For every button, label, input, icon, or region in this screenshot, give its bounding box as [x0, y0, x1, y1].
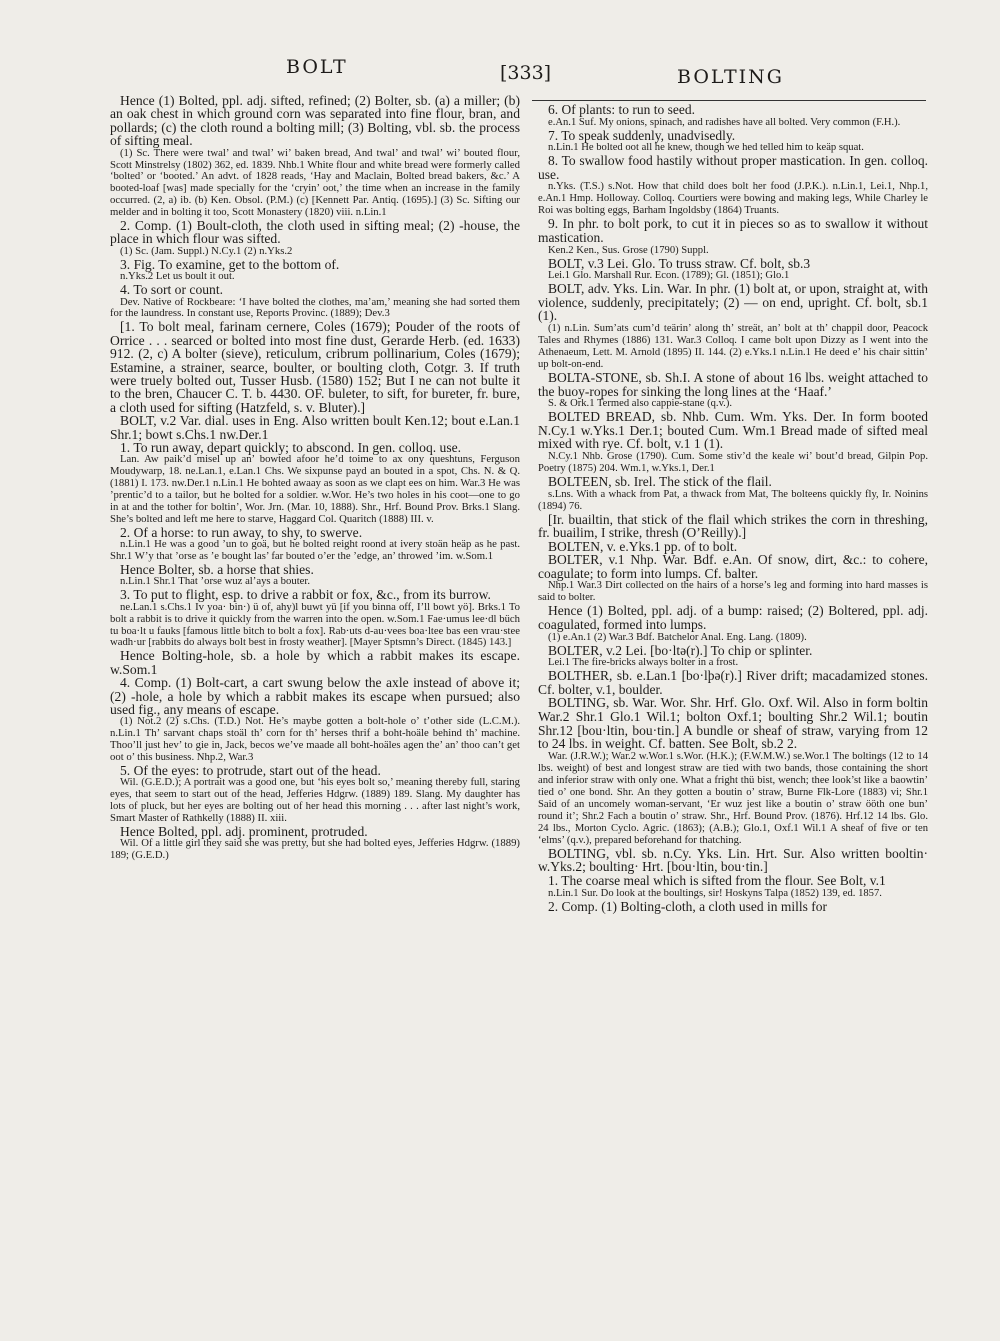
citation-paragraph: Lei.1 Glo. Marshall Rur. Econ. (1789); Gl. (1851); Glo.1: [548, 270, 790, 282]
entry-paragraph: BOLTHER, sb. e.Lan.1 [bo·lþə(r).] River drift; macadamized stones. Cf. bolter, v.1, boulder.: [538, 668, 928, 697]
entry-paragraph: BOLTEN, v. e.Yks.1 pp. of to bolt.: [548, 538, 738, 554]
citation-paragraph: n.Lin.1 Shr.1 That ’orse wuz al’ays a bouter.: [120, 575, 311, 588]
citation-paragraph: Ken.2 Ken., Sus. Grose (1790) Suppl.: [548, 244, 709, 256]
citation-paragraph: n.Lin.1 He bolted oot all he knew, though we hed telled him to keäp squat.: [548, 142, 864, 154]
page-number: [333]: [500, 62, 552, 84]
citation-paragraph: Wil. Of a little girl they said she was pretty, but she had bolted eyes, Jefferies Hdgrw. (1889) 189; (G.E.D.): [110, 837, 520, 862]
entry-paragraph: 8. To swallow food hastily without proper mastication. In gen. colloq. use.: [538, 153, 928, 182]
entry-paragraph: BOLTER, v.2 Lei. [bo·ltə(r).] To chip or splinter.: [548, 642, 813, 658]
entry-paragraph: Hence Bolter, sb. a horse that shies.: [120, 562, 314, 578]
citation-paragraph: Lan. Aw paik’d misel up an’ bowted afoor he’d toime to ax ony queshtuns, Ferguson Moudywarp, 18. ne.Lan.1, e.Lan.1 Chs. We sixpunse payd an bouted in a spot, Chs. N. & Q. (1881) I. 173. nw.Der.1 n.Lin.1 He bohted awaay as soon as we clapt ees on him. War.3 He was ’prentic’d to a tailor, but he bolted for a soldier. w.Wor. He’s two holes in his coot—one to go in at and the tother for boltin’, Wor. Jrn. (Mar. 10, 1888). Shr., Hrf. Bound Prov. Brks.1 Slang. She’s bolted and left me here to starve, Haggard Col. Quaritch (1888) III. v.: [110, 453, 520, 525]
entry-paragraph: 1. The coarse meal which is sifted from the flour. See Bolt, v.1: [548, 873, 886, 888]
citation-paragraph: (1) Not.2 (2) s.Chs. (T.D.) Not. He’s maybe gotten a bolt-hole o’ t’other side (L.C.M.). n.Lin.1 Th’ sarvant chaps stoäl th’ corn for th’ herses thrif a boht-hoäle behind th’ machine. Thoo’ll just hev’ to gie in, Jack, becos we’ve maade all boht-hoäles agen the’ an’ thoo can’t get oot o’ this business. Nhp.2, War.3: [110, 715, 520, 764]
citation-paragraph: n.Yks. (T.S.) s.Not. How that child does bolt her food (J.P.K.). n.Lin.1, Lei.1, Nhp.1, e.An.1 Hmp. Holloway. Colloq. Courtiers were bowing and making legs, While Charley le Roi was bolting eggs, Barham Ingoldsby (1864) Truants.: [538, 181, 928, 217]
entry-paragraph: Hence Bolted, ppl. adj. prominent, protruded.: [120, 824, 368, 840]
entry-paragraph: BOLTER, v.1 Nhp. War. Bdf. e.An. Of snow, dirt, &c.: to cohere, coagulate; to form into lumps. Cf. balter.: [538, 552, 928, 581]
header-right-word: BOLTING: [677, 66, 784, 88]
entry-paragraph: 9. In phr. to bolt pork, to cut it in pieces so as to swallow it without mastication.: [538, 216, 928, 245]
header-rule: [532, 100, 926, 101]
header-left-word: BOLT: [286, 56, 348, 78]
citation-paragraph: War. (J.R.W.); War.2 w.Wor.1 s.Wor. (H.K.); (F.W.M.W.) se.Wor.1 The boltings (12 to 14 lbs. weight) of best and longest straw are tied with two bands, those containing the short and inferior straw with only one. What a fright thü bist, wench; thee look’st like a baowtin’ tied o’ one bond. Shr. An they gotten a boutin o’ straw, Burne Flk-Lore (1883) vi; Shr.1 Said of an uncomely woman-servant, ‘Er wuz jest like a boutin o’ straw ööth one bun’ round it’; Shr.2 Fach a boutin o’ straw. Shr., Hrf. Bound Prov. (1876). Hrf.12 14 lbs. Glo. 24 lbs., Morton Cyclo. Agric. (1863); (A.B.); Glo.1, Oxf.1 Wil.1 A sheaf of five or ten ‘elms’ (q.v.), prepared beforehand for thatching.: [538, 750, 928, 846]
entry-paragraph: BOLT, v.2 Var. dial. uses in Eng. Also written boult Ken.12; bout e.Lan.1 Shr.1; bowt s.Chs.1 nw.Der.1: [110, 413, 520, 442]
citation-paragraph: e.An.1 Suf. My onions, spinach, and radishes have all bolted. Very common (F.H.).: [548, 116, 901, 128]
entry-paragraph: BOLT, adv. Yks. Lin. War. In phr. (1) bolt at, or upon, straight at, with violence, suddenly, precipitately; (2) — on end, upright. Cf. bolt, sb.1 (1).: [538, 281, 928, 324]
entry-paragraph: 6. Of plants: to run to seed.: [548, 102, 695, 117]
right-column: [538, 103, 928, 913]
entry-paragraph: BOLT, v.3 Lei. Glo. To truss straw. Cf. bolt, sb.3: [548, 255, 811, 271]
citation-paragraph: (1) e.An.1 (2) War.3 Bdf. Batchelor Anal. Eng. Lang. (1809).: [548, 631, 807, 643]
entry-paragraph: 2. Comp. (1) Bolting-cloth, a cloth used in mills for: [548, 898, 827, 914]
entry-paragraph: [Ir. buailtin, that stick of the flail which strikes the corn in threshing, fr. buailim, I strike, thresh (O’Reilly).]: [538, 511, 928, 541]
citation-paragraph: n.Yks.2 Let us boult it out.: [120, 270, 235, 283]
entry-paragraph: Hence (1) Bolted, ppl. adj. sifted, refined; (2) Bolter, sb. (a) a miller; (b) an oak chest in which ground corn was separated into fine flour, bran, and pollards; (c) the cloth round a bolting mill; (3) Bolting, vbl. sb. the process of sifting meal.: [110, 93, 520, 149]
entry-paragraph: Hence Bolting-hole, sb. a hole by which a rabbit makes its escape. w.Som.1: [110, 648, 520, 677]
entry-paragraph: [1. To bolt meal, farinam cernere, Coles (1679); Pouder of the roots of Orrice . . . searced or bolted into most fine dust, Gerarde Herb. (ed. 1633) 912. (2, c) A bolter (sieve), reticulum, cribrum pollinarium, Coles (1679); Estamine, a strainer, searce, boulter, or boulting cloth, Cotgr. 3. If truth were truely bolted out, Tusser Husb. (1580) 152; But I ne can not bulte it to the bren, Chaucer C. T. b. 4430. OF. buleter, to sift, for bureter, fr. bure, a cloth used for sifting (Hatzfeld, s. v. Bluter).]: [110, 319, 520, 415]
entry-paragraph: 1. To run away, depart quickly; to abscond. In gen. colloq. use.: [120, 439, 462, 455]
citation-paragraph: Dev. Native of Rockbeare: ‘I have bolted the clothes, ma’am,’ meaning she had sorted them for the laundress. In constant use, Reports Provinc. (1889); Dev.3: [110, 295, 520, 320]
left-column: [110, 94, 520, 862]
citation-paragraph: Nhp.1 War.3 Dirt collected on the hairs of a horse’s leg and forming into hard masses is said to bolter.: [538, 580, 928, 604]
running-head: [0, 56, 1000, 96]
citation-paragraph: (1) Sc. (Jam. Suppl.) N.Cy.1 (2) n.Yks.2: [120, 244, 293, 257]
citation-paragraph: N.Cy.1 Nhb. Grose (1790). Cum. Some stiv’d the keale wi’ bout’d bread, Gilpin Pop. Poetry (1875) 204. Wm.1, w.Yks.1, Der.1: [538, 450, 928, 474]
entry-paragraph: 4. Comp. (1) Bolt-cart, a cart swung below the axle instead of above it; (2) -hole, a hole by which a rabbit makes its escape when pursued; also used fig., any means of escape.: [110, 675, 520, 717]
entry-paragraph: 2. Of a horse: to run away, to shy, to swerve.: [120, 524, 363, 540]
entry-paragraph: 2. Comp. (1) Boult-cloth, the cloth used in sifting meal; (2) -house, the place in which flour was sifted.: [110, 218, 520, 247]
citation-paragraph: Wil. (G.E.D.); A portrait was a good one, but ‘his eyes bolt so,’ meaning thereby full, staring eyes, that seem to start out of the head, Jefferies Hdgrw. (1889) 189. Slang. My daughter has lots of pluck, but her eyes are bolting out of her head this morning . . . after last night’s work, Smart Master of Rathkelly (1888) II. xiii.: [110, 776, 520, 825]
entry-paragraph: 3. To put to flight, esp. to drive a rabbit or fox, &c., from its burrow.: [120, 587, 491, 603]
entry-paragraph: 5. Of the eyes: to protrude, start out of the head.: [120, 763, 381, 779]
entry-paragraph: BOLTA-STONE, sb. Sh.I. A stone of about 16 lbs. weight attached to the buoy-ropes for sinking the long lines at the ‘Haaf.’: [538, 369, 928, 399]
entry-paragraph: 7. To speak suddenly, unadvisedly.: [548, 127, 736, 143]
citation-paragraph: S. & Ork.1 Termed also cappie-stane (q.v.).: [548, 398, 733, 410]
citation-paragraph: s.Lns. With a whack from Pat, a thwack from Mat, The bolteens quickly fly, Ir. Noinins (1894) 76.: [538, 488, 928, 512]
entry-paragraph: Hence (1) Bolted, ppl. adj. of a bump: raised; (2) Boltered, ppl. adj. coagulated, formed into lumps.: [538, 603, 928, 633]
citation-paragraph: n.Lin.1 Sur. Do look at the boultings, sir! Hoskyns Talpa (1852) 139, ed. 1857.: [548, 887, 882, 899]
entry-paragraph: 3. Fig. To examine, get to the bottom of.: [120, 256, 340, 272]
citation-paragraph: (1) n.Lin. Sum’ats cum’d teärin’ along th’ streät, an’ bolt at th’ chappil door, Peacock Tales and Rhymes (1886) 131. War.3 Colloq. I came bolt upon Dizzy as I went into the Athenaeum, Lett. M. Arnold (1895) II. 144. (2) e.Yks.1 n.Lin.1 He deed e’ his chair sittin’ up bolt-on-end.: [538, 322, 928, 370]
entry-paragraph: BOLTED BREAD, sb. Nhb. Cum. Wm. Yks. Der. In form booted N.Cy.1 w.Yks.1 Der.1; bouted Cum. Wm.1 Bread made of sifted meal mixed with rye. Cf. bolt, v.1 1 (1).: [538, 409, 928, 452]
citation-paragraph: ne.Lan.1 s.Chs.1 Iv yoa· bin·) ü of, ahy)l buwt yü [if you binna off, I’ll bowt yö]. Brks.1 To bolt a rabbit is to drive it quickly from the warren into the open. w.Som.1 Fae·umus lee·dl büch tu boa·lt u fauks [famous little bitch to bolt a fox]. Rab·uts d-au·vees boa·ltee bas een vrau·stee wadh·ur [rabbits do always bolt best in frosty weather]. [Mayer Sptsmn’s Direct. (1845) 143.]: [110, 600, 520, 649]
citation-paragraph: Lei.1 The fire-bricks always bolter in a frost.: [548, 657, 739, 669]
citation-paragraph: (1) Sc. There were twal’ and twal’ wi’ baken bread, And twal’ and twal’ wi’ bouted flour, Scott Minstrelsy (1802) 362, ed. 1839. Nhb.1 White flour and white bread were formerly called ‘bolted’ or ‘booted.’ An advt. of 1828 reads, ‘Hay and Maclain, Bolted bread bakers, &c.’ A booted-loaf [was] made specially for the ‘cryin’ oot,’ the time when an increase in the family occurred. (2, a) ib. (b) Ken. Obsol. (P.M.) (c) [Kennett Par. Antiq. (1695).] (3) Sc. Sifting our melder and in bolting it too, Scott Monastery (1820) viii. n.Lin.1: [110, 146, 520, 219]
entry-paragraph: 4. To sort or count.: [120, 282, 224, 298]
entry-paragraph: BOLTEEN, sb. Irel. The stick of the flail.: [548, 473, 772, 489]
entry-paragraph: BOLTING, sb. War. Wor. Shr. Hrf. Glo. Oxf. Wil. Also in form boltin War.2 Shr.1 Glo.1 Wil.1; bolton Oxf.1; boulting Shr.2 Wil.1; boutin Shr.12 [bou·ltin, bou·tin.] A bundle or sheaf of straw, varying from 12 to 24 lbs. in weight. Cf. batten. See Bolt, sb.2 2.: [538, 695, 928, 752]
citation-paragraph: n.Lin.1 He was a good ’un to goä, but he bolted reight roond at ivery stoän heäp as he past. Shr.1 W’y that ’orse as ’e bought las’ far bouted o’er the ’edge, an’ throwed ’im. w.Som.1: [110, 538, 520, 563]
entry-paragraph: BOLTING, vbl. sb. n.Cy. Yks. Lin. Hrt. Sur. Also written booltin· w.Yks.2; boulting· Hrt. [bou·ltin, bou·tin.]: [538, 845, 928, 875]
